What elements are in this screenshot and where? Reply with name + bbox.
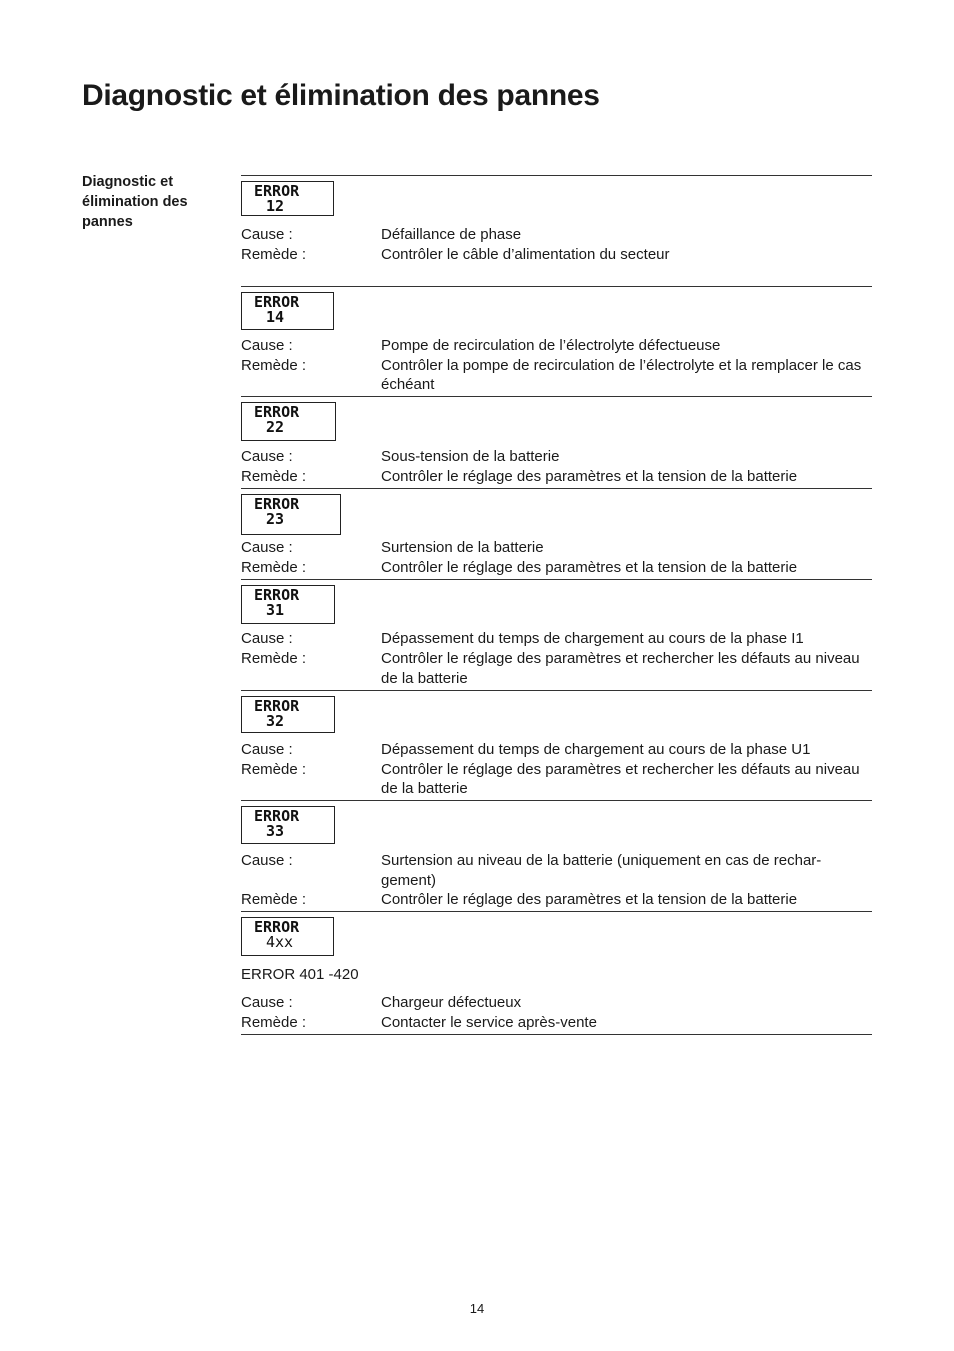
remedy-text: Contrôler le réglage des paramètres et rechercher les défauts au niveau de la batterie <box>381 760 860 797</box>
error-display-33 <box>241 806 335 844</box>
error-range-text: ERROR 401 -420 <box>241 966 359 983</box>
divider <box>241 911 872 912</box>
cause-text: Défaillance de phase <box>381 226 522 243</box>
cause-text: Dépassement du temps de chargement au cours de la phase U1 <box>381 741 811 758</box>
remedy-text: Contacter le service après-vente <box>381 1014 597 1031</box>
divider <box>241 579 872 580</box>
remedy-text: Contrôler le réglage des paramètres et la tension de la batterie <box>381 467 798 485</box>
remedy-text: Contrôler la pompe de recirculation de l’électrolyte et la remplacer le cas échéant <box>381 356 862 393</box>
divider <box>241 800 872 801</box>
cause-label: Cause : <box>241 337 293 354</box>
error-display-code: 32 <box>266 712 285 730</box>
cause-label: Cause : <box>241 994 293 1011</box>
remedy-label: Remède : <box>241 467 307 485</box>
error-display-4xx <box>241 917 334 956</box>
error-display-14 <box>241 292 334 330</box>
section-heading: Diagnostic et élimination des pannes <box>82 174 188 230</box>
error-display-line1: ERROR <box>254 586 300 604</box>
error-display-line1: ERROR <box>254 293 300 311</box>
error-display-code: 14 <box>266 308 285 326</box>
divider <box>241 488 872 489</box>
divider <box>241 396 872 397</box>
error-display-31 <box>241 585 335 624</box>
cause-label: Cause : <box>241 852 293 869</box>
remedy-label: Remède : <box>241 356 307 374</box>
cause-text: Chargeur défectueux <box>381 994 522 1011</box>
remedy-label: Remède : <box>241 650 307 667</box>
divider <box>241 286 872 287</box>
cause-label: Cause : <box>241 741 293 758</box>
error-display-22 <box>241 402 336 441</box>
error-display-code: 4xx <box>266 933 294 951</box>
remedy-label: Remède : <box>241 558 307 576</box>
error-display-23 <box>241 494 341 535</box>
cause-label: Cause : <box>241 539 293 556</box>
cause-label: Cause : <box>241 226 293 243</box>
remedy-label: Remède : <box>241 1014 307 1031</box>
remedy-text: Contrôler le réglage des paramètres et rechercher les défauts au niveau de la batterie <box>381 650 860 687</box>
remedy-label: Remède : <box>241 760 307 778</box>
error-display-code: 31 <box>266 601 285 619</box>
error-display-line1: ERROR <box>254 403 300 421</box>
error-display-32 <box>241 696 335 733</box>
cause-text: Pompe de recirculation de l’électrolyte défectueuse <box>381 337 721 354</box>
cause-label: Cause : <box>241 448 293 465</box>
remedy-text: Contrôler le câble d’alimentation du secteur <box>381 245 670 263</box>
divider <box>241 1034 872 1035</box>
cause-text: Dépassement du temps de chargement au cours de la phase I1 <box>381 630 804 647</box>
cause-text: Sous-tension de la batterie <box>381 448 560 465</box>
error-display-line1: ERROR <box>254 182 300 200</box>
remedy-text: Contrôler le réglage des paramètres et la tension de la batterie <box>381 890 798 908</box>
remedy-text: Contrôler le réglage des paramètres et la tension de la batterie <box>381 558 798 576</box>
error-display-code: 33 <box>266 822 285 840</box>
divider <box>241 690 872 691</box>
error-display-code: 23 <box>266 510 285 528</box>
error-display-line1: ERROR <box>254 807 300 825</box>
cause-text: Surtension de la batterie <box>381 539 544 556</box>
error-display-12 <box>241 181 334 216</box>
remedy-label: Remède : <box>241 245 307 263</box>
remedy-label: Remède : <box>241 890 307 908</box>
page-title: Diagnostic et élimination des pannes <box>82 79 600 112</box>
error-display-line1: ERROR <box>254 495 300 513</box>
error-display-code: 12 <box>266 197 285 215</box>
divider <box>241 175 872 176</box>
cause-text: Surtension au niveau de la batterie (uniquement en cas de rechar-gement) <box>381 852 822 889</box>
cause-label: Cause : <box>241 630 293 647</box>
error-display-line1: ERROR <box>254 697 300 715</box>
error-display-line1: ERROR <box>254 918 300 936</box>
error-display-code: 22 <box>266 418 285 436</box>
page-number: 14 <box>469 1301 485 1316</box>
